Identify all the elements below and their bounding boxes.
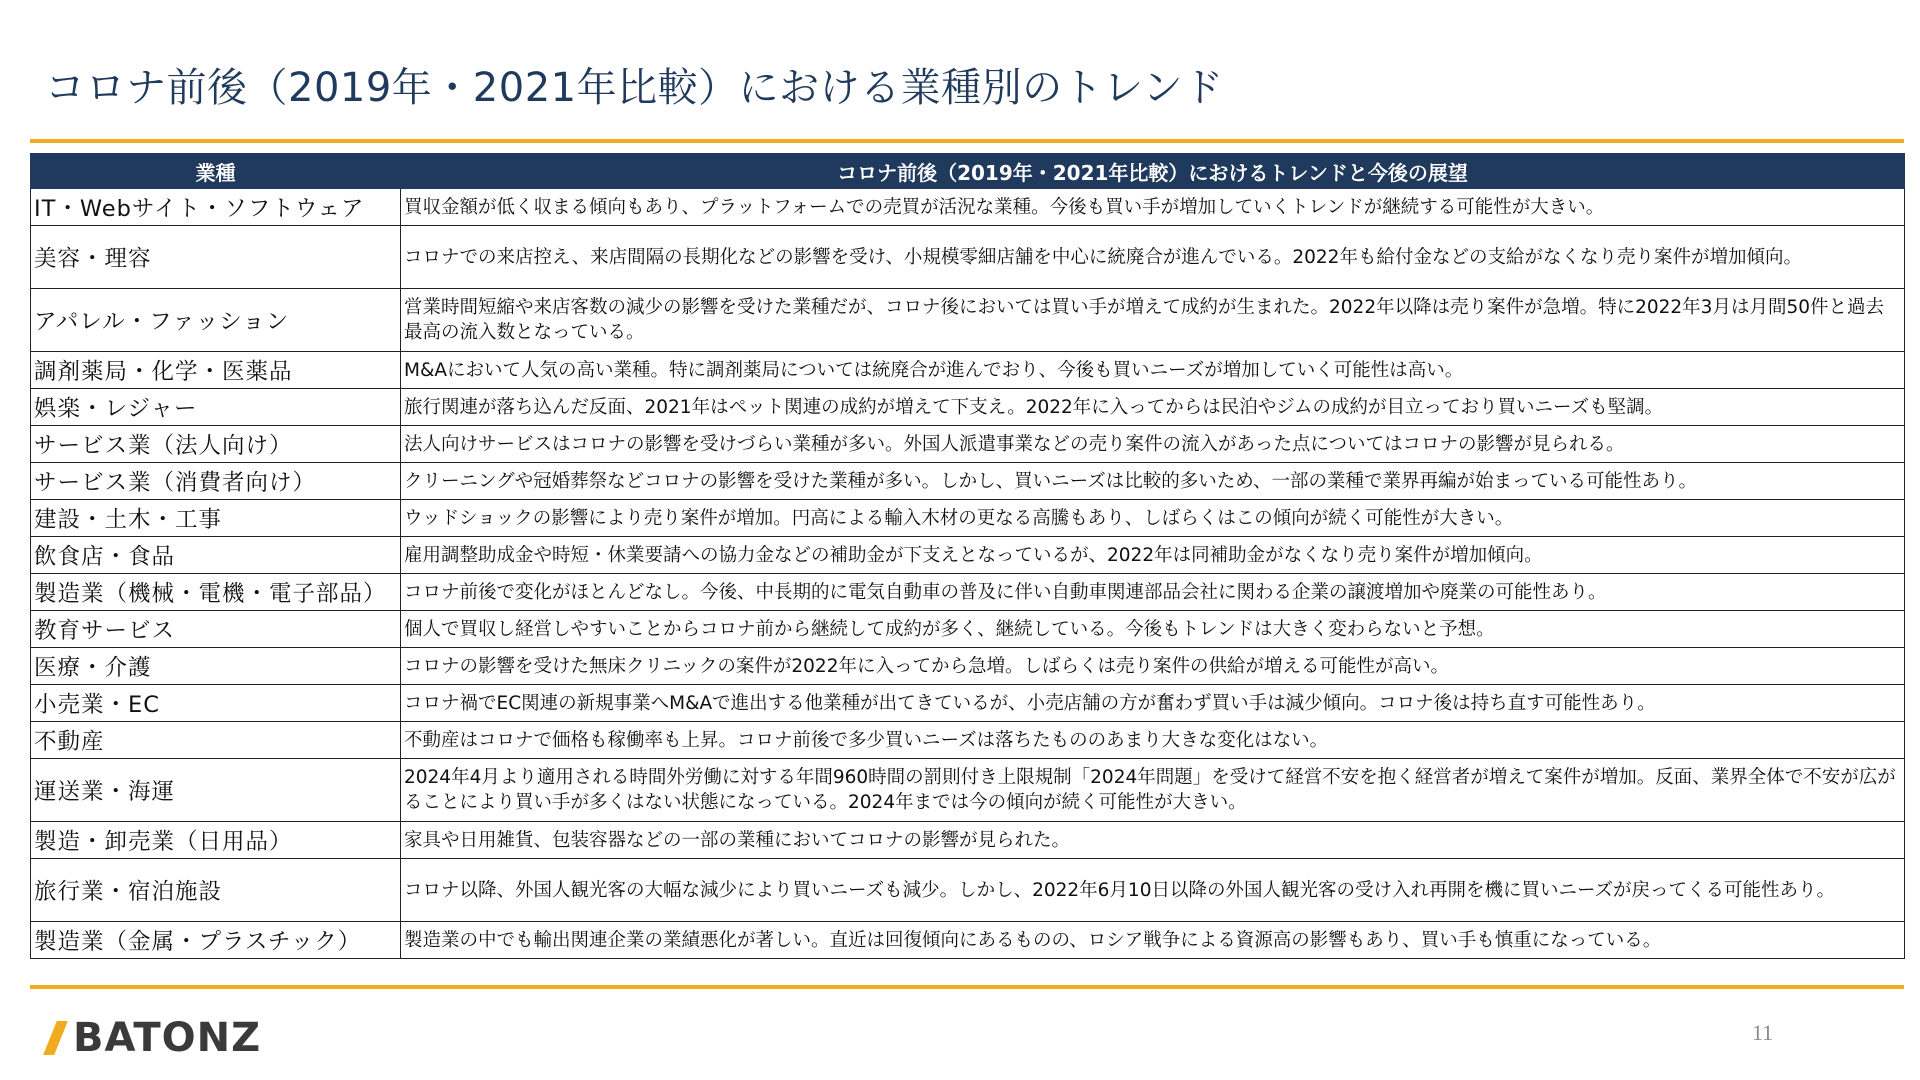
table-row — [31, 352, 1905, 389]
industry-cell: 小売業・EC — [31, 685, 401, 722]
industry-cell: 飲食店・食品 — [31, 537, 401, 574]
table-row — [31, 189, 1905, 226]
trend-cell: ウッドショックの影響により売り案件が増加。円高による輸入木材の更なる高騰もあり、しばらくはこの傾向が続く可能性が大きい。 — [401, 500, 1905, 537]
table-row — [31, 759, 1905, 822]
trend-cell: コロナ前後で変化がほとんどなし。今後、中長期的に電気自動車の普及に伴い自動車関連部品会社に関わる企業の譲渡増加や廃業の可能性あり。 — [401, 574, 1905, 611]
trend-cell: 2024年4月より適用される時間外労働に対する年間960時間の罰則付き上限規制「2024年問題」を受けて経営不安を抱く経営者が増えて案件が増加。反面、業界全体で不安が広がることにより買い手が多くはない状態になっている。2024年までは今の傾向が続く可能性が大きい。 — [401, 759, 1905, 822]
page-number: 11 — [1752, 1020, 1774, 1045]
industry-cell: 調剤薬局・化学・医薬品 — [31, 352, 401, 389]
table-row — [31, 685, 1905, 722]
trend-cell: 個人で買収し経営しやすいことからコロナ前から継続して成約が多く、継続している。今後もトレンドは大きく変わらないと予想。 — [401, 611, 1905, 648]
industry-trend-table — [30, 153, 1905, 959]
table-row — [31, 226, 1905, 289]
trend-cell: 営業時間短縮や来店客数の減少の影響を受けた業種だが、コロナ後においては買い手が増えて成約が生まれた。2022年以降は売り案件が急増。特に2022年3月は月間50件と過去最高の流入数となっている。 — [401, 289, 1905, 352]
trend-cell: コロナの影響を受けた無床クリニックの案件が2022年に入ってから急増。しばらくは売り案件の供給が増える可能性が高い。 — [401, 648, 1905, 685]
trend-cell: 雇用調整助成金や時短・休業要請への協力金などの補助金が下支えとなっているが、2022年は同補助金がなくなり売り案件が増加傾向。 — [401, 537, 1905, 574]
logo-slash-icon — [43, 1021, 68, 1055]
trend-cell: 旅行関連が落ち込んだ反面、2021年はペット関連の成約が増えて下支え。2022年に入ってからは民泊やジムの成約が目立っており買いニーズも堅調。 — [401, 389, 1905, 426]
logo-text: BATONZ — [73, 1015, 262, 1061]
header-trend: コロナ前後（2019年・2021年比較）におけるトレンドと今後の展望 — [401, 154, 1905, 189]
industry-cell: 製造業（金属・プラスチック） — [31, 922, 401, 959]
table-row — [31, 648, 1905, 685]
table-row — [31, 611, 1905, 648]
table-row — [31, 289, 1905, 352]
industry-cell: 医療・介護 — [31, 648, 401, 685]
header-industry: 業種 — [31, 154, 401, 189]
bottom-divider — [30, 985, 1904, 989]
trend-cell: 製造業の中でも輸出関連企業の業績悪化が著しい。直近は回復傾向にあるものの、ロシア戦争による資源高の影響もあり、買い手も慎重になっている。 — [401, 922, 1905, 959]
industry-cell: アパレル・ファッション — [31, 289, 401, 352]
trend-cell: クリーニングや冠婚葬祭などコロナの影響を受けた業種が多い。しかし、買いニーズは比較的多いため、一部の業種で業界再編が始まっている可能性あり。 — [401, 463, 1905, 500]
industry-cell: 旅行業・宿泊施設 — [31, 859, 401, 922]
industry-cell: 製造・卸売業（日用品） — [31, 822, 401, 859]
industry-cell: IT・Webサイト・ソフトウェア — [31, 189, 401, 226]
table-row — [31, 500, 1905, 537]
industry-cell: 娯楽・レジャー — [31, 389, 401, 426]
table-row — [31, 463, 1905, 500]
industry-cell: 美容・理容 — [31, 226, 401, 289]
table-row — [31, 822, 1905, 859]
batonz-logo — [50, 1015, 262, 1061]
table-header-row — [31, 154, 1905, 189]
table-row — [31, 722, 1905, 759]
industry-cell: 運送業・海運 — [31, 759, 401, 822]
trend-cell: コロナ以降、外国人観光客の大幅な減少により買いニーズも減少。しかし、2022年6月10日以降の外国人観光客の受け入れ再開を機に買いニーズが戻ってくる可能性あり。 — [401, 859, 1905, 922]
table-row — [31, 574, 1905, 611]
trend-cell: M&Aにおいて人気の高い業種。特に調剤薬局については統廃合が進んでおり、今後も買いニーズが増加していく可能性は高い。 — [401, 352, 1905, 389]
trend-cell: 不動産はコロナで価格も稼働率も上昇。コロナ前後で多少買いニーズは落ちたもののあまり大きな変化はない。 — [401, 722, 1905, 759]
trend-cell: コロナでの来店控え、来店間隔の長期化などの影響を受け、小規模零細店舗を中心に統廃合が進んでいる。2022年も給付金などの支給がなくなり売り案件が増加傾向。 — [401, 226, 1905, 289]
top-divider — [30, 139, 1904, 143]
industry-cell: 製造業（機械・電機・電子部品） — [31, 574, 401, 611]
industry-cell: 教育サービス — [31, 611, 401, 648]
industry-cell: サービス業（法人向け） — [31, 426, 401, 463]
industry-cell: サービス業（消費者向け） — [31, 463, 401, 500]
industry-cell: 建設・土木・工事 — [31, 500, 401, 537]
table-row — [31, 426, 1905, 463]
table-row — [31, 922, 1905, 959]
table-row — [31, 859, 1905, 922]
table-row — [31, 389, 1905, 426]
trend-cell: 法人向けサービスはコロナの影響を受けづらい業種が多い。外国人派遣事業などの売り案件の流入があった点についてはコロナの影響が見られる。 — [401, 426, 1905, 463]
trend-cell: コロナ禍でEC関連の新規事業へM&Aで進出する他業種が出てきているが、小売店舗の方が奮わず買い手は減少傾向。コロナ後は持ち直す可能性あり。 — [401, 685, 1905, 722]
trend-cell: 家具や日用雑貨、包装容器などの一部の業種においてコロナの影響が見られた。 — [401, 822, 1905, 859]
page-title: コロナ前後（2019年・2021年比較）における業種別のトレンド — [45, 65, 1224, 111]
table-row — [31, 537, 1905, 574]
trend-cell: 買収金額が低く収まる傾向もあり、プラットフォームでの売買が活況な業種。今後も買い手が増加していくトレンドが継続する可能性が大きい。 — [401, 189, 1905, 226]
industry-cell: 不動産 — [31, 722, 401, 759]
